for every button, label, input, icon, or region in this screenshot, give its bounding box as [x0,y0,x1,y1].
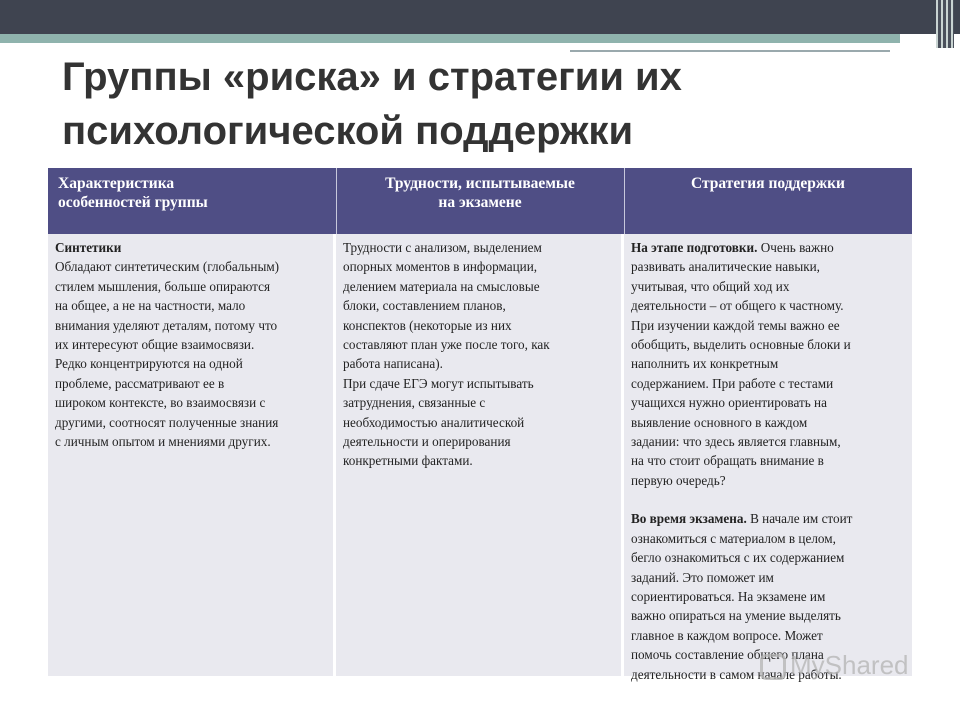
preparation-first-line: Очень важно [757,240,834,255]
text-line: первую очередь? [631,472,726,488]
text-line: заданий. Это поможет им [631,569,774,585]
text-line: сориентироваться. На экзамене им [631,588,826,604]
text-line: Редко концентрируются на одной [55,356,243,372]
text-line: другими, соотносят полученные знания [55,414,279,430]
text-line: выявление основного в каждом [631,414,808,430]
text-line: на общее, а не на частности, мало [55,298,246,314]
text-line: развивать аналитические навыки, [631,259,820,275]
text-line: обобщить, выделить основные блоки и [631,337,851,353]
title-line-2: психологической поддержки [62,109,634,153]
text-line: деятельности – от общего к частному. [631,298,844,314]
decorative-stripes [936,0,954,48]
text-line: конспектов (некоторые из них [343,317,512,333]
header-characteristics-line1: Характеристика [58,175,175,192]
strategy-table [48,168,912,682]
group-name: Синтетики [55,240,122,255]
text-line: с личным опытом и мнениями других. [55,434,271,450]
cell-characteristics [48,234,336,676]
text-line: работа написана). [343,356,443,372]
header-strategy-label: Стратегия поддержки [690,175,845,192]
text-line: проблеме, рассматривают ее в [55,375,225,391]
text-line: их интересуют общие взаимосвязи. [55,337,255,353]
text-line: ознакомиться с материалом в целом, [631,530,836,546]
title-line-1: Группы «риска» и стратегии их [62,55,682,99]
header-difficulties-line2: на экзамене [438,194,522,211]
text-line: внимания уделяют деталям, потому что [55,317,278,333]
text-line: главное в каждом вопросе. Может [631,627,823,643]
text-line: При изучении каждой темы важно ее [631,317,840,333]
cell-difficulties [336,234,624,676]
header-characteristics-line2: особенностей группы [58,194,208,211]
text-line: Трудности с анализом, выделением [343,240,542,255]
text-line: затруднения, связанные с [343,395,486,411]
paragraph-gap [631,490,906,509]
cell-strategy [624,234,912,682]
text-line: бегло ознакомиться с их содержанием [631,550,845,566]
text-line: составляют план уже после того, как [343,337,550,353]
text-line: Обладают синтетическим (глобальным) [55,259,280,275]
text-line: задании: что здесь является главным, [631,434,841,450]
text-line: учащихся нужно ориентировать на [631,395,827,411]
header-difficulties-line1: Трудности, испытываемые [385,175,575,192]
preparation-heading: На этапе подготовки. [631,240,758,255]
table-row [48,234,912,682]
accent-bar [0,34,900,43]
myshared-logo-icon [760,654,786,680]
exam-heading: Во время экзамена. [631,511,747,527]
slide-title [62,50,892,158]
text-line: блоки, составлением планов, [343,298,506,314]
text-line: широком контексте, во взаимосвязи с [55,395,266,411]
text-line: конкретными фактами. [343,453,473,469]
text-line: стилем мышления, больше опираются [55,278,271,294]
watermark-text: MyShared [790,650,909,680]
text-line: деятельности и оперирования [343,434,511,450]
text-line: важно опираться на умение выделять [631,608,841,624]
text-line: на что стоит обращать внимание в [631,453,824,469]
text-line: учитывая, что общий ход их [631,278,790,294]
text-line: делением материала на смысловые [343,278,540,294]
difficulties-text [343,238,615,471]
exam-first-line: В начале им стоит [746,511,853,527]
text-line: опорных моментов в информации, [343,259,538,275]
header-strategy [624,168,912,234]
text-line: При сдаче ЕГЭ могут испытывать [343,375,534,391]
text-line: наполнить их конкретным [631,356,779,372]
strategy-preparation [631,238,906,490]
text-line: деятельности в самом начале работы. [631,666,842,682]
top-bar [0,0,960,34]
table-header [48,168,912,234]
header-characteristics [48,168,336,234]
text-line: помочь составление общего плана [631,647,824,663]
text-line: содержанием. При работе с тестами [631,375,834,391]
header-difficulties [336,168,624,234]
watermark [760,650,930,690]
characteristics-text [55,257,327,451]
text-line: необходимостью аналитической [343,414,525,430]
